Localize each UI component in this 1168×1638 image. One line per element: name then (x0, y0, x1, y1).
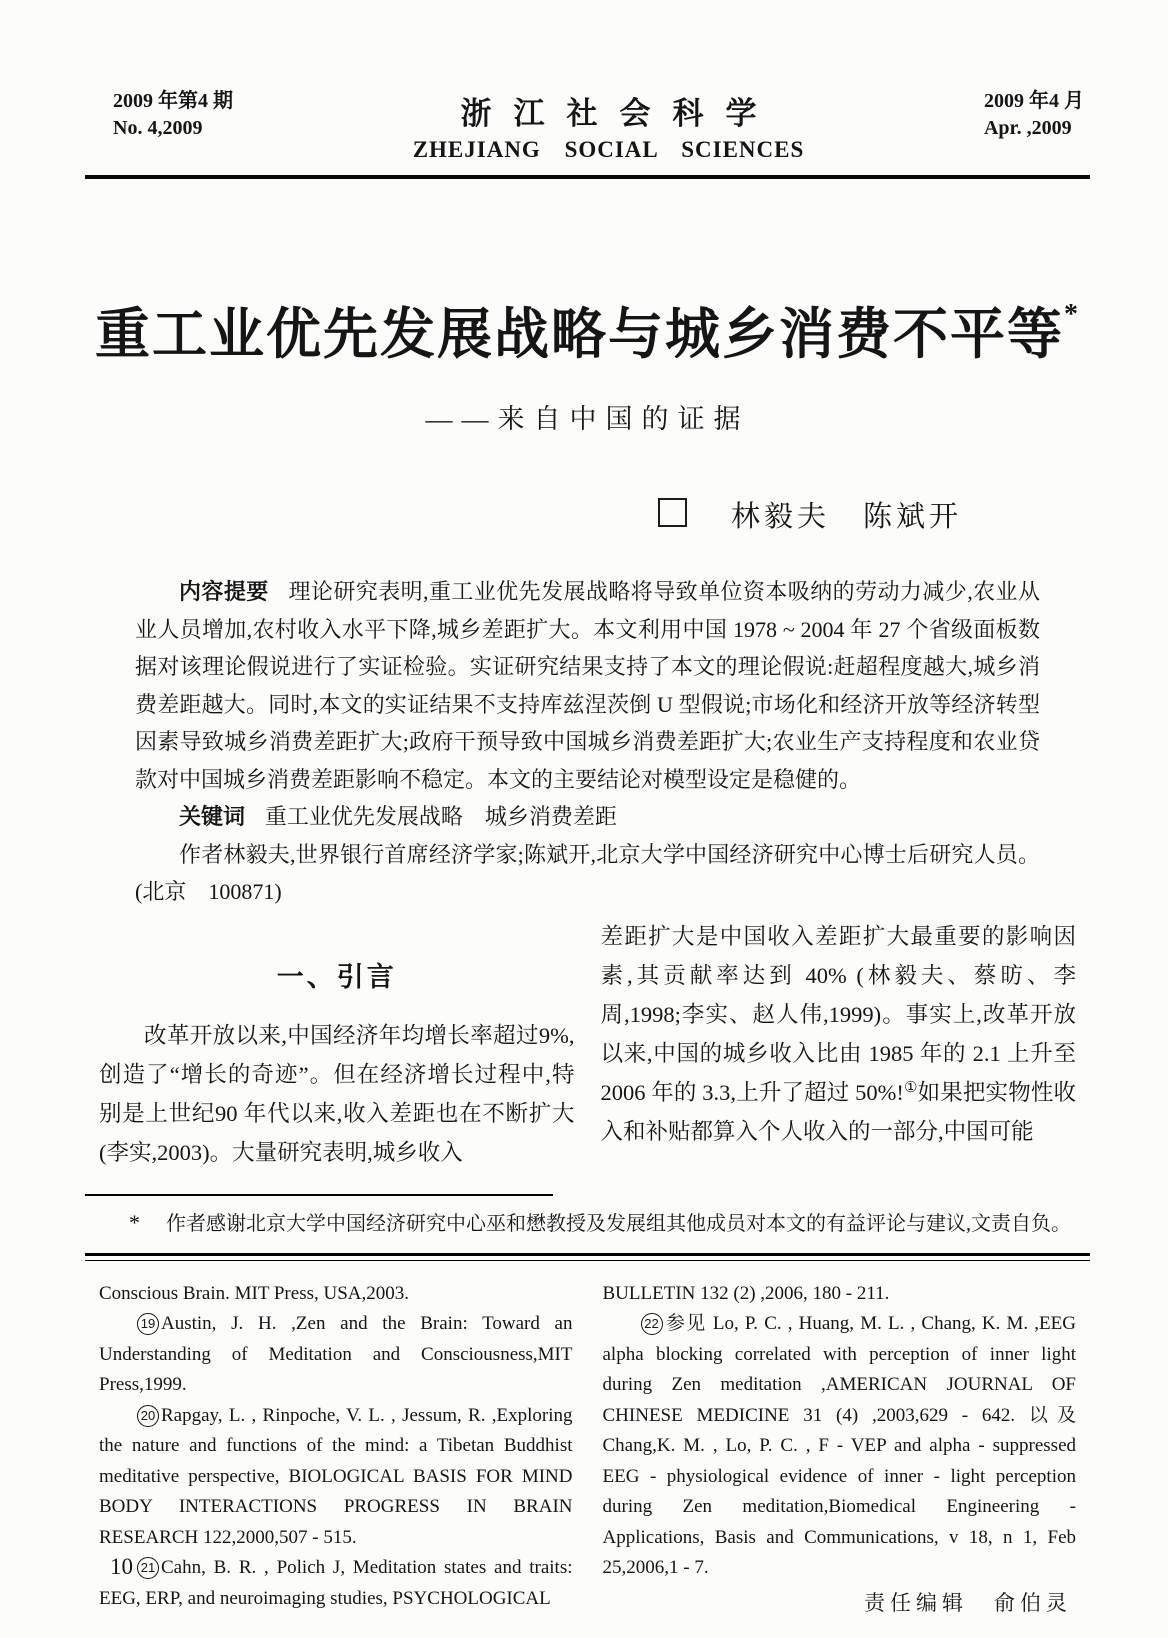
journal-title-block (413, 88, 805, 163)
keywords-line (135, 798, 1040, 836)
reference-19-marker-icon: 19 (137, 1313, 159, 1335)
reference-item-22 (603, 1309, 1077, 1584)
keywords-label: 关键词 (179, 804, 246, 829)
body-paragraph-right (601, 917, 1077, 1151)
reference-item-20 (99, 1401, 573, 1554)
body-right-text-2: 如果把实物性收入和补贴都算入个人收入的一部分,中国可能 (600, 1079, 1076, 1144)
journal-date-en: Apr. ,2009 (983, 117, 1072, 139)
author-square-icon (658, 498, 687, 527)
keywords-text: 重工业优先发展战略 城乡消费差距 (264, 804, 617, 829)
editor-line: 责任编辑 俞伯灵 (864, 1590, 1072, 1615)
footnote (129, 1208, 1090, 1239)
footnote-divider (85, 1194, 553, 1196)
journal-issue-block (85, 88, 233, 142)
abstract-label: 内容提要 (179, 579, 269, 604)
body-paragraph-left: 改革开放以来,中国经济年均增长率超过9%,创造了“增长的奇迹”。但在经济增长过程中,特别是上世纪90 年代以来,收入差距也在不断扩大(李实,2003)。大量研究表明,城乡收入 (99, 1022, 575, 1165)
reference-item-19 (99, 1309, 573, 1401)
journal-header (85, 88, 1090, 163)
footnote-marker: * (129, 1209, 140, 1235)
article-subtitle: ——来自中国的证据 (425, 404, 750, 434)
body-columns (99, 917, 1076, 1172)
body-right-column (601, 917, 1077, 1172)
article-title (85, 279, 1090, 371)
author-names: 林毅夫 陈斌开 (730, 501, 962, 533)
reference-21-text: Cahn, B. R. , Polich J, Meditation states and traits: EEG, ERP, and neuroimaging studies, PSYCHOLOGICAL (99, 1557, 573, 1609)
journal-date-cn: 2009 年4 月 (983, 90, 1084, 112)
references-right-column (603, 1279, 1077, 1619)
article-title-text: 重工业优先发展战略与城乡消费不平等 (94, 304, 1064, 365)
reference-22-marker-icon: 22 (641, 1313, 663, 1335)
reference-22-text: 参见 Lo, P. C. , Huang, M. L. , Chang, K. M. ,EEG alpha blocking correlated with perception of inner light during Zen meditation ,AMERICAN JOURNAL OF CHINESE MEDICINE 31 (4) ,2003,629 - 642. 以及 Chang,K. M. , Lo, P. C. , F - VEP and alpha - suppressed EEG - physiological evidence of inner - light perception during Zen meditation,Biomedical Engineering - Applications, Basis and Communications, v 18, n 1, Feb 25,2006,1 - 7. (602, 1313, 1076, 1578)
author-bio: 作者林毅夫,世界银行首席经济学家;陈斌开,北京大学中国经济研究中心博士后研究人员。(北京 100871) (135, 841, 1040, 904)
endnote-1-marker: ① (903, 1077, 918, 1096)
reference-21-marker-icon: 21 (137, 1557, 159, 1579)
journal-issue-en: No. 4,2009 (113, 117, 203, 139)
section-heading-introduction: 一、引言 (276, 961, 397, 992)
reference-20-marker-icon: 20 (137, 1405, 159, 1427)
reference-20-text: Rapgay, L. , Rinpoche, V. L. , Jessum, R. ,Exploring the nature and functions of the mind: a Tibetan Buddhist meditative perspective, BIOLOGICAL BASIS FOR MIND BODY INTERACTIONS PROGRESS IN BRAIN RESEARCH 122,2000,507 - 515. (99, 1404, 573, 1548)
author-line (85, 494, 1090, 535)
abstract-text: 理论研究表明,重工业优先发展战略将导致单位资本吸纳的劳动力减少,农业从业人员增加,农村收入水平下降,城乡差距扩大。本文利用中国 1978 ~ 2004 年 27 个省级面板数据对该理论假说进行了实证检验。实证研究结果支持了本文的理论假说:赶超程度越大,城乡消费差距越大。同时,本文的实证结果不支持库兹涅茨倒 U 型假说;市场化和经济开放等经济转型因素导致城乡消费差距扩大;政府干预导致中国城乡消费差距扩大;农业生产支持程度和农业贷款对中国城乡消费差距影响不稳定。本文的主要结论对模型设定是稳健的。 (135, 579, 1040, 792)
reference-19-text: Austin, J. H. ,Zen and the Brain: Toward an Understanding of Meditation and Consciousness,MIT Press,1999. (99, 1313, 573, 1395)
reference-item-continuation: Conscious Brain. MIT Press, USA,2003. (99, 1282, 409, 1304)
references-left-column (99, 1279, 573, 1619)
references-divider (85, 1253, 1090, 1261)
reference-item-21 (99, 1553, 573, 1614)
journal-title-cn: 浙江社会科学 (460, 96, 779, 131)
footnote-text: 作者感谢北京大学中国经济研究中心巫和懋教授及发展组其他成员对本文的有益评论与建议,文责自负。 (166, 1212, 1071, 1235)
body-right-text-1: 差距扩大是中国收入差距扩大最重要的影响因素,其贡献率达到 40% (林毅夫、蔡昉、李周,1998;李实、赵人伟,1999)。事实上,改革开放以来,中国的城乡收入比由 1985 年的 2.1 上升至 2006 年的 3.3,上升了超过 50%! (600, 923, 1076, 1105)
journal-issue-cn: 2009 年第4 期 (113, 90, 233, 112)
header-divider (85, 175, 1090, 179)
references-columns (99, 1279, 1076, 1619)
abstract-paragraph (135, 573, 1040, 798)
title-footnote-marker: * (1064, 299, 1080, 330)
reference-item-continuation: BULLETIN 132 (2) ,2006, 180 - 211. (602, 1282, 890, 1304)
journal-title-en: ZHEJIANG SOCIAL SCIENCES (412, 137, 805, 162)
page-number: 10 (110, 1554, 133, 1579)
body-left-column (99, 917, 575, 1172)
abstract-block (135, 573, 1040, 911)
journal-date-block (984, 88, 1090, 142)
